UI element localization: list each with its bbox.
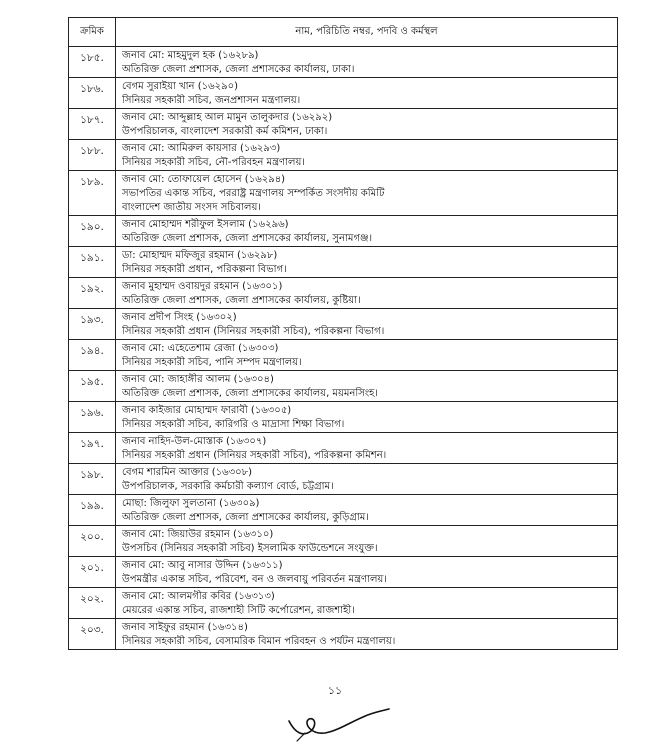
officer-designation: উপমন্ত্রীর একান্ত সচিব, পরিবেশ, বন ও জলবায়ু পরিবর্তন মন্ত্রণালয়। [122, 574, 387, 585]
row-serial: ২০১. [69, 557, 116, 588]
row-serial: ১৮৯. [69, 171, 116, 216]
table-row [69, 140, 618, 171]
officer-name: জনাব মো: জিয়াউর রহমান (১৬৩১০) [122, 529, 274, 540]
row-serial: ১৯৩. [69, 309, 116, 340]
handwritten-signature [285, 703, 395, 747]
officer-designation: সিনিয়র সহকারী সচিব, বেসামরিক বিমান পরিবহন ও পর্যটন মন্ত্রণালয়। [122, 636, 396, 647]
row-details [116, 216, 618, 247]
table-row [69, 47, 618, 78]
officer-designation: সিনিয়র সহকারী সচিব, কারিগরি ও মাদ্রাসা শিক্ষা বিভাগ। [122, 419, 345, 430]
table-row [69, 109, 618, 140]
officer-designation: উপপরিচালক, সরকারি কর্মচারী কল্যাণ বোর্ড, চট্টগ্রাম। [122, 481, 334, 492]
row-serial: ১৯৫. [69, 371, 116, 402]
officer-designation: সভাপতির একান্ত সচিব, পররাষ্ট্র মন্ত্রণালয় সম্পর্কিত সংসদীয় কমিটি [122, 188, 385, 199]
row-details [116, 47, 618, 78]
row-serial: ২০০. [69, 526, 116, 557]
row-details [116, 309, 618, 340]
officer-name: জনাব কাইজার মোহাম্মদ ফারাবী (১৬৩০৫) [122, 405, 292, 416]
table-row [69, 433, 618, 464]
officer-name: জনাব মো: আবু নাসার উদ্দিন (১৬৩১১) [122, 560, 283, 571]
row-serial: ১৯৬. [69, 402, 116, 433]
table-row [69, 557, 618, 588]
row-details [116, 526, 618, 557]
table-row [69, 526, 618, 557]
row-serial: ২০৩. [69, 619, 116, 650]
officer-name: বেগম শারমিন আক্তার (১৬৩০৮) [122, 467, 253, 478]
officer-designation: সিনিয়র সহকারী প্রধান (সিনিয়র সহকারী সচিব), পরিকল্পনা বিভাগ। [122, 326, 385, 337]
row-details [116, 78, 618, 109]
table-row [69, 216, 618, 247]
row-serial: ১৯১. [69, 247, 116, 278]
officer-designation: অতিরিক্ত জেলা প্রশাসক, জেলা প্রশাসকের কার্যালয়, কুড়িগ্রাম। [122, 512, 369, 523]
officer-name: জনাব মো: মাহমুদুল হক (১৬২৮৯) [122, 50, 259, 61]
officer-name: মোছা: জিলুফা সুলতানা (১৬৩০৯) [122, 498, 260, 509]
officer-name: বেগম সুরাইয়া খান (১৬২৯০) [122, 81, 238, 92]
row-serial: ২০২. [69, 588, 116, 619]
officer-designation: অতিরিক্ত জেলা প্রশাসক, জেলা প্রশাসকের কার্যালয়, ময়মনসিংহ। [122, 388, 378, 399]
officer-name: জনাব মোহাম্মদ শরীফুল ইসলাম (১৬২৯৬) [122, 219, 289, 230]
officer-name: জনাব প্রদীপ সিংহ (১৬৩০২) [122, 312, 237, 323]
officer-designation: উপপরিচালক, বাংলাদেশ সরকারী কর্ম কমিশন, ঢাকা। [122, 126, 328, 137]
officer-name: জনাব মো: এহেতেশাম রেজা (১৬৩০৩) [122, 343, 279, 354]
table-row [69, 340, 618, 371]
officer-designation: সিনিয়র সহকারী প্রধান (সিনিয়র সহকারী সচিব), পরিকল্পনা কমিশন। [122, 450, 387, 461]
officer-designation: বাংলাদেশ জাতীয় সংসদ সচিবালয়। [122, 202, 261, 213]
row-serial: ১৮৫. [69, 47, 116, 78]
row-details [116, 557, 618, 588]
row-serial: ১৯৪. [69, 340, 116, 371]
row-serial: ১৯৮. [69, 464, 116, 495]
table-row [69, 588, 618, 619]
row-serial: ১৮৭. [69, 109, 116, 140]
officer-name: জনাব নাহিদ-উল-মোস্তাক (১৬৩০৭) [122, 436, 267, 447]
table-header-row [69, 18, 618, 47]
table-row [69, 495, 618, 526]
row-serial: ১৯০. [69, 216, 116, 247]
officer-designation: সিনিয়র সহকারী প্রধান, পরিকল্পনা বিভাগ। [122, 264, 287, 275]
officer-name: জনাব সাইফুর রহমান (১৬৩১৪) [122, 622, 248, 633]
row-details [116, 278, 618, 309]
table-row [69, 78, 618, 109]
officer-name: জনাব মুহাম্মদ ওবায়দুর রহমান (১৬৩০১) [122, 281, 283, 292]
row-details [116, 340, 618, 371]
row-details [116, 402, 618, 433]
row-details [116, 433, 618, 464]
header-serial: ক্রমিক [69, 18, 116, 47]
officer-designation: অতিরিক্ত জেলা প্রশাসক, জেলা প্রশাসকের কার্যালয়, ঢাকা। [122, 64, 355, 75]
row-details [116, 140, 618, 171]
officer-designation: সিনিয়র সহকারী সচিব, পানি সম্পদ মন্ত্রণালয়। [122, 357, 302, 368]
row-details [116, 588, 618, 619]
officer-name: ডা: মোহাম্মদ মফিজুর রহমান (১৬২৯৮) [122, 250, 278, 261]
row-serial: ১৯৭. [69, 433, 116, 464]
row-serial: ১৯৯. [69, 495, 116, 526]
officer-name: জনাব মো: আলমগীর কবির (১৬৩১৩) [122, 591, 275, 602]
row-serial: ১৮৮. [69, 140, 116, 171]
row-details [116, 619, 618, 650]
officer-designation: অতিরিক্ত জেলা প্রশাসক, জেলা প্রশাসকের কার্যালয়, সুনামগঞ্জ। [122, 233, 373, 244]
header-details: নাম, পরিচিতি নম্বর, পদবি ও কর্মস্থল [116, 18, 618, 47]
row-details [116, 371, 618, 402]
table-row [69, 309, 618, 340]
table-row [69, 278, 618, 309]
officer-designation: উপসচিব (সিনিয়র সহকারী সচিব) ইসলামিক ফাউন্ডেশনে সংযুক্ত। [122, 543, 378, 554]
table-row [69, 171, 618, 216]
officer-name: জনাব মো: আব্দুল্লাহ আল মামুন তালুকদার (১৬২৯২) [122, 112, 333, 123]
table-row [69, 247, 618, 278]
table-body [69, 47, 618, 650]
officer-name: জনাব মো: জাহাঙ্গীর আলম (১৬৩০৪) [122, 374, 274, 385]
officer-designation: সিনিয়র সহকারী সচিব, নৌ-পরিবহন মন্ত্রণালয়। [122, 157, 305, 168]
row-serial: ১৯২. [69, 278, 116, 309]
officer-name: জনাব মো: তোফায়েল হোসেন (১৬২৯৪) [122, 174, 286, 185]
table-row [69, 371, 618, 402]
row-details [116, 171, 618, 216]
table-row [69, 619, 618, 650]
table-row [69, 464, 618, 495]
row-details [116, 247, 618, 278]
row-details [116, 464, 618, 495]
officer-designation: সিনিয়র সহকারী সচিব, জনপ্রশাসন মন্ত্রণালয়। [122, 95, 301, 106]
officer-name: জনাব মো: আমিরুল কায়সার (১৬২৯৩) [122, 143, 281, 154]
table-row [69, 402, 618, 433]
officer-designation: মেয়রের একান্ত সচিব, রাজশাহী সিটি কর্পোরেশন, রাজশাহী। [122, 605, 355, 616]
officer-roster-table [68, 17, 618, 650]
officer-designation: অতিরিক্ত জেলা প্রশাসক, জেলা প্রশাসকের কার্যালয়, কুষ্টিয়া। [122, 295, 361, 306]
row-details [116, 109, 618, 140]
row-details [116, 495, 618, 526]
row-serial: ১৮৬. [69, 78, 116, 109]
page-number: ১১ [327, 684, 343, 697]
